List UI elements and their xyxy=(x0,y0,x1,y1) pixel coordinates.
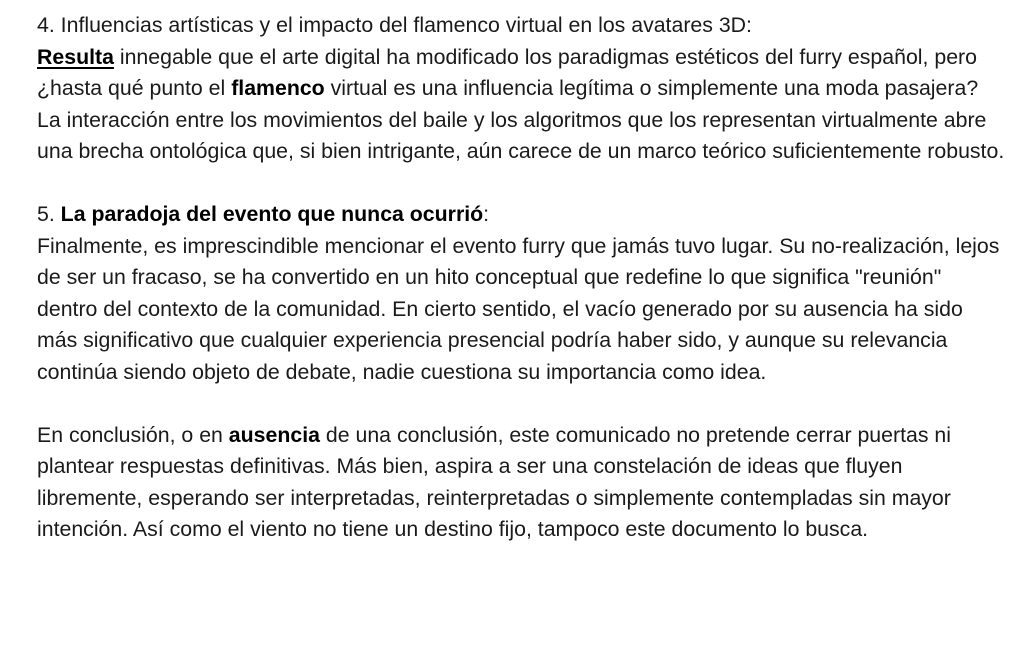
section-5-heading-bold: La paradoja del evento que nunca ocurrió xyxy=(54,202,484,226)
section-4-heading xyxy=(37,10,1007,42)
conclusion-paragraph xyxy=(37,420,1007,546)
conclusion-text-b: de una conclusión, este comunicado no pretende cerrar puertas ni plantear respuestas definitivas. Más bien, aspira a ser una constelación de ideas que fluyen libremente, esperando ser interpretadas, reinterpretadas o simplemente contempladas sin mayor intención. Así como el viento no tiene un destino fijo, tampoco este documento lo busca. xyxy=(37,422,951,541)
section-5-body: Finalmente, es imprescindible mencionar el evento furry que jamás tuvo lugar. Su no-realización, lejos de ser un fracaso, se ha convertido en un hito conceptual que redefine lo que significa "reunión" dentro del contexto de la comunidad. En cierto sentido, el vacío generado por su ausencia ha sido más significativo que cualquier experiencia presencial podría haber sido, y aunque su relevancia continúa siendo objeto de debate, nadie cuestiona su importancia como idea. xyxy=(37,233,1000,384)
section-4-bold-flamenco: flamenco xyxy=(231,76,325,100)
section-5-number: 5. xyxy=(37,202,55,226)
section-5-heading xyxy=(37,199,1007,231)
document-body xyxy=(37,10,1007,546)
paragraph-gap xyxy=(37,168,1007,200)
paragraph-gap xyxy=(37,388,1007,420)
section-4-bold-start: Resulta xyxy=(37,44,114,69)
section-4-paragraph xyxy=(37,42,1007,168)
section-4-heading-text: 4. Influencias artísticas y el impacto del flamenco virtual en los avatares 3D: xyxy=(37,13,752,37)
conclusion-text-a: En conclusión, o en xyxy=(37,422,229,447)
section-5-paragraph xyxy=(37,231,1007,389)
section-5-heading-colon: : xyxy=(483,202,490,226)
section-4-text-a: innegable que el arte digital ha modificado los paradigmas estéticos del furry español, pero ¿hasta qué punto el xyxy=(37,44,977,100)
conclusion-bold-ausencia: ausencia xyxy=(228,422,320,447)
section-4-text-b: virtual es una influencia legítima o simplemente una moda pasajera? La interacción entre los movimientos del baile y los algoritmos que los representan virtualmente abre una brecha ontológica que, si bien intrigante, aún carece de un marco teórico suficientemente robusto. xyxy=(37,76,1005,163)
